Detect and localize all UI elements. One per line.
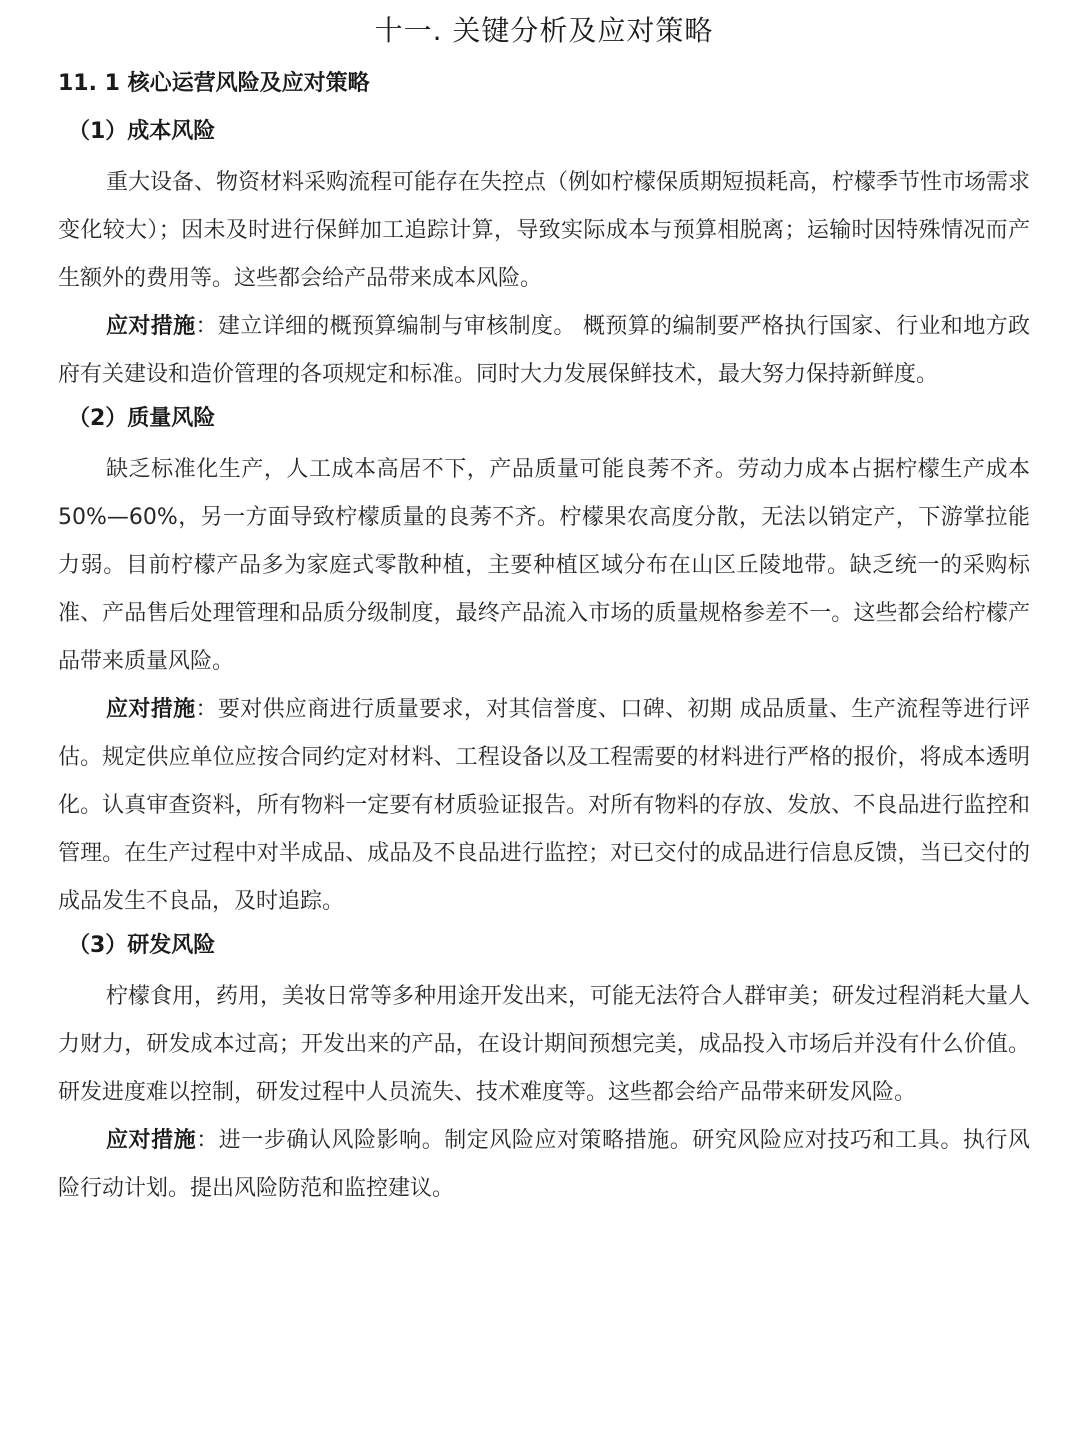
risk-paragraph: 重大设备、物资材料采购流程可能存在失控点（例如柠檬保质期短损耗高，柠檬季节性市场需求变化较大）；因未及时进行保鲜加工追踪计算，导致实际成本与预算相脱离；运输时因特殊情况而产生额外的费用等。这些都会给产品带来成本风险。 [58, 170, 1031, 291]
subsection-cost-risk [58, 112, 1030, 399]
page-title: 十一. 关键分析及应对策略 [374, 14, 714, 47]
measure-paragraph [58, 1117, 1030, 1213]
subsection-heading: （1）成本风险 [68, 119, 216, 144]
section-heading: 11. 1 核心运营风险及应对策略 [58, 71, 370, 96]
measure-text: ：要对供应商进行质量要求，对其信誉度、口碑、初期 成品质量、生产流程等进行评估。规定供应单位应按合同约定对材料、工程设备以及工程需要的材料进行严格的报价，将成本透明化。认真审查资料，所有物料一定要有材质验证报告。对所有物料的存放、发放、不良品进行监控和管理。在生产过程中对半成品、成品及不良品进行监控；对已交付的成品进行信息反馈，当已交付的成品发生不良品，及时追踪。 [58, 697, 1030, 914]
subsection-heading: （3）研发风险 [68, 933, 216, 958]
subsection-quality-risk [58, 399, 1030, 926]
measure-paragraph [58, 303, 1030, 399]
subsection-heading: （2）质量风险 [68, 406, 216, 431]
measure-label: 应对措施 [106, 697, 196, 722]
measure-label: 应对措施 [106, 1128, 197, 1153]
measure-paragraph [58, 686, 1030, 926]
measure-text: ：建立详细的概预算编制与审核制度。 概预算的编制要严格执行国家、行业和地方政府有关建设和造价管理的各项规定和标准。同时大力发展保鲜技术，最大努力保持新鲜度。 [58, 314, 1030, 387]
measure-text: ：进一步确认风险影响。制定风险应对策略措施。研究风险应对技巧和工具。执行风险行动计划。提出风险防范和监控建议。 [58, 1128, 1030, 1201]
subsection-rnd-risk [58, 926, 1030, 1213]
measure-label: 应对措施 [106, 314, 196, 339]
risk-paragraph: 柠檬食用，药用，美妆日常等多种用途开发出来，可能无法符合人群审美；研发过程消耗大量人力财力，研发成本过高；开发出来的产品，在设计期间预想完美，成品投入市场后并没有什么价值。研发进度难以控制，研发过程中人员流失、技术难度等。这些都会给产品带来研发风险。 [58, 984, 1031, 1105]
risk-paragraph: 缺乏标准化生产，人工成本高居不下，产品质量可能良莠不齐。劳动力成本占据柠檬生产成本 50%—60%，另一方面导致柠檬质量的良莠不齐。柠檬果农高度分散，无法以销定产，下游掌拉能力弱。目前柠檬产品多为家庭式零散种植，主要种植区域分布在山区丘陵地带。缺乏统一的采购标准、产品售后处理管理和品质分级制度，最终产品流入市场的质量规格参差不一。这些都会给柠檬产品带来质量风险。 [58, 457, 1030, 674]
